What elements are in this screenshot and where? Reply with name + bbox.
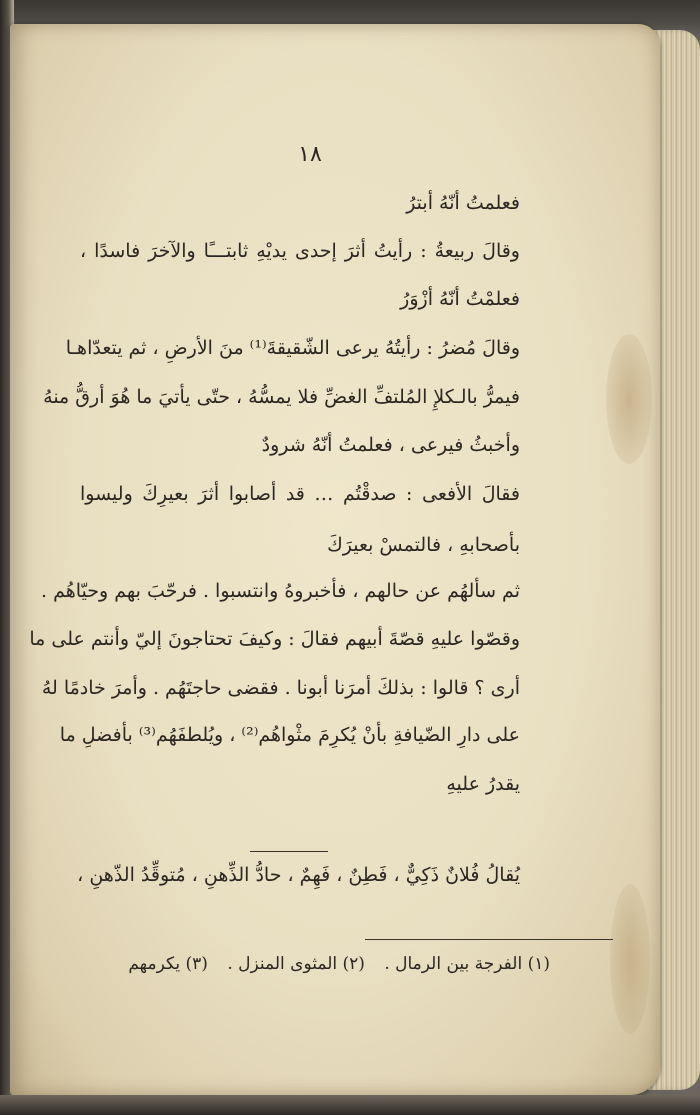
text-line: يقدرُ عليهِ: [446, 773, 520, 795]
text-line: أرى ؟ قالوا : بذلكَ أمرَنا أبونا . فقضى حاجتَهُم . وأمرَ خادمًا لهُ: [41, 677, 520, 699]
text-line: فيمرُّ بالـكلإِ المُلتفِّ الغضِّ فلا يمسُّهُ ، حتّى يأتيَ ما هُوَ أرقُّ منهُ: [43, 386, 520, 408]
stain: [606, 334, 652, 464]
text-line: فقالَ الأفعى : صدقْتُم … قد أصابوا أثرَ بعيرِكَ وليسوا: [80, 483, 520, 505]
page: [10, 24, 660, 1095]
footnote: (٣) يكرمهم: [128, 954, 208, 974]
text-line: وأخبثُ فيرعى ، فعلمتُ أنّهُ شرودٌ: [261, 434, 520, 456]
text-line: فعلمتُ أنّهُ أبترُ: [406, 192, 520, 214]
scan-border: [0, 1095, 700, 1115]
section-separator: [250, 851, 328, 852]
text-line: وقالَ ربيعةُ : رأيتُ أثرَ إحدى يديْهِ ثابتـــًا والآخرَ فاسدًا ،: [80, 240, 520, 262]
text-line: فعلمْتُ أنّهُ أزْوَرُ: [400, 288, 520, 310]
text-line: وقصّوا عليهِ قصّةَ أبيهم فقالَ : وكيفَ تحتاجونَ إليّ وأنتم على ما: [29, 628, 520, 650]
footnote-rule: [365, 939, 613, 940]
text-line: ثم سألهُم عن حالهم ، فأخبروهُ وانتسبوا . فرحّبَ بهم وحيّاهُم .: [41, 580, 520, 602]
vocabulary-line: يُقالُ فُلانٌ ذَكِيٌّ ، فَطِنٌ ، فَهِمٌ ، حادُّ الذِّهنِ ، مُتوقِّدُ الذّهنِ ،: [77, 864, 520, 886]
page-number: ١٨: [298, 142, 322, 167]
footnote: (٢) المثوى المنزل .: [227, 954, 365, 974]
footnotes: [70, 954, 550, 974]
stain: [610, 884, 650, 1034]
text-line: بأصحابهِ ، فالتمسْ بعيرَكَ: [327, 534, 520, 556]
footnote: (١) الفرجة بين الرمال .: [384, 954, 550, 974]
text-line: وقالَ مُضرُ : رأيتُهُ يرعى الشّقيقةَ⁽¹⁾ منَ الأرضِ ، ثم يتعدّاهـا: [65, 337, 520, 359]
text-line: على دارِ الضّيافةِ بأنْ يُكرِمَ مثْواهُم⁽²⁾ ، ويُلطفَهُم⁽³⁾ بأفضلِ ما: [59, 724, 520, 746]
